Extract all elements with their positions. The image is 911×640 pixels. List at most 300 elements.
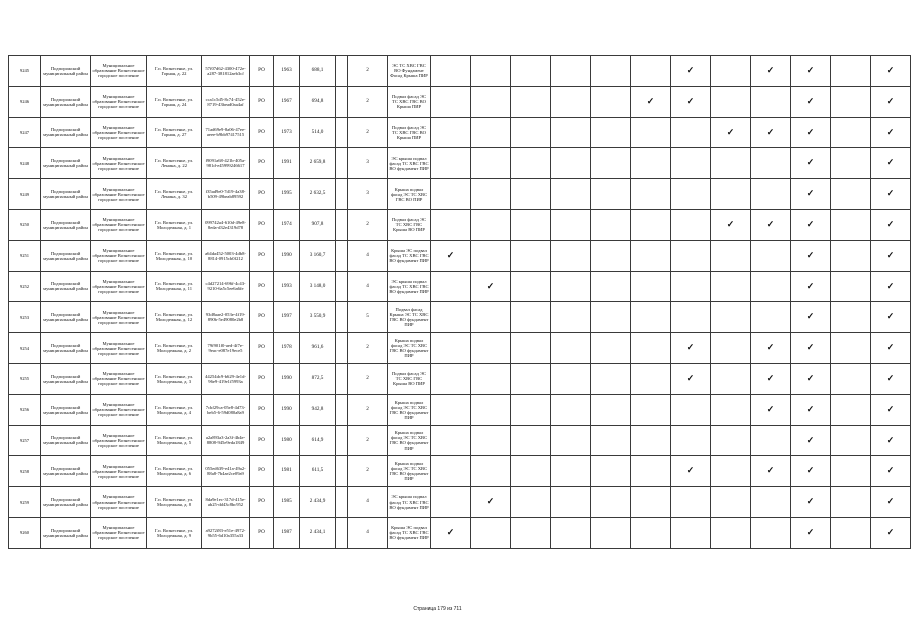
spacer-cell bbox=[336, 209, 348, 240]
empty-check-cell bbox=[751, 240, 791, 271]
build-year-cell: 1993 bbox=[274, 271, 300, 302]
empty-check-cell bbox=[551, 148, 591, 179]
build-year-cell: 1974 bbox=[274, 209, 300, 240]
district-cell: Подпорожский муниципальный район bbox=[41, 179, 91, 210]
floors-cell: 2 bbox=[348, 425, 388, 456]
object-type-cell: РО bbox=[250, 86, 274, 117]
floors-cell: 3 bbox=[348, 179, 388, 210]
row-number: 9246 bbox=[9, 86, 41, 117]
empty-check-cell bbox=[631, 456, 671, 487]
checkmark-icon: ✓ bbox=[791, 271, 831, 302]
spacer-cell bbox=[336, 363, 348, 394]
empty-check-cell bbox=[671, 271, 711, 302]
empty-check-cell bbox=[711, 271, 751, 302]
build-year-cell: 1985 bbox=[274, 487, 300, 518]
floors-cell: 4 bbox=[348, 487, 388, 518]
fias-code-cell: a9272f83-e51e-4972-9b55-6d10a355a33 bbox=[202, 517, 250, 548]
object-type-cell: РО bbox=[250, 56, 274, 87]
object-type-cell: РО bbox=[250, 271, 274, 302]
empty-check-cell bbox=[551, 363, 591, 394]
empty-check-cell bbox=[591, 271, 631, 302]
works-list-cell: Крыша подвал фасад ЭС ТС ХВС ГВС ВО фундамент ПИР bbox=[388, 425, 431, 456]
settlement-cell: Муниципальное образование Вознесенское городское поселение bbox=[91, 394, 147, 425]
district-cell: Подпорожский муниципальный район bbox=[41, 425, 91, 456]
empty-check-cell bbox=[551, 394, 591, 425]
empty-check-cell bbox=[591, 86, 631, 117]
empty-check-cell bbox=[631, 240, 671, 271]
empty-check-cell bbox=[711, 333, 751, 364]
empty-check-cell bbox=[831, 271, 871, 302]
empty-check-cell bbox=[631, 487, 671, 518]
build-year-cell: 1978 bbox=[274, 333, 300, 364]
checkmark-icon: ✓ bbox=[791, 487, 831, 518]
address-cell: Г.п. Вознесенье, ул. Молодежная, д. 2 bbox=[147, 333, 202, 364]
empty-check-cell bbox=[711, 487, 751, 518]
empty-check-cell bbox=[831, 179, 871, 210]
district-cell: Подпорожский муниципальный район bbox=[41, 487, 91, 518]
empty-check-cell bbox=[711, 517, 751, 548]
checkmark-icon: ✓ bbox=[791, 333, 831, 364]
floors-cell: 2 bbox=[348, 86, 388, 117]
works-list-cell: Подвал фасад ЭС ТС ХВС ГВС Крыша ВО ПИР bbox=[388, 363, 431, 394]
address-cell: Г.п. Вознесенье, ул. Молодежная, д. 3 bbox=[147, 363, 202, 394]
empty-check-cell bbox=[711, 179, 751, 210]
table-row bbox=[9, 425, 911, 456]
row-number: 9248 bbox=[9, 148, 41, 179]
district-cell: Подпорожский муниципальный район bbox=[41, 117, 91, 148]
empty-check-cell bbox=[431, 148, 471, 179]
checkmark-icon: ✓ bbox=[471, 487, 511, 518]
empty-check-cell bbox=[551, 240, 591, 271]
empty-check-cell bbox=[671, 394, 711, 425]
empty-check-cell bbox=[591, 425, 631, 456]
object-type-cell: РО bbox=[250, 363, 274, 394]
checkmark-icon: ✓ bbox=[671, 363, 711, 394]
spacer-cell bbox=[336, 333, 348, 364]
empty-check-cell bbox=[831, 148, 871, 179]
checkmark-icon: ✓ bbox=[871, 179, 911, 210]
spacer-cell bbox=[336, 117, 348, 148]
empty-check-cell bbox=[511, 333, 551, 364]
empty-check-cell bbox=[671, 425, 711, 456]
empty-check-cell bbox=[591, 240, 631, 271]
settlement-cell: Муниципальное образование Вознесенское городское поселение bbox=[91, 179, 147, 210]
build-year-cell: 1990 bbox=[274, 394, 300, 425]
empty-check-cell bbox=[671, 302, 711, 333]
table-row bbox=[9, 487, 911, 518]
empty-check-cell bbox=[711, 86, 751, 117]
fias-code-cell: 57f07d62-4300-472e-a287-381812aeb3cf bbox=[202, 56, 250, 87]
settlement-cell: Муниципальное образование Вознесенское городское поселение bbox=[91, 487, 147, 518]
checkmark-icon: ✓ bbox=[791, 179, 831, 210]
empty-check-cell bbox=[471, 425, 511, 456]
empty-check-cell bbox=[431, 425, 471, 456]
address-cell: Г.п. Вознесенье, ул. Молодежная, д. 5 bbox=[147, 425, 202, 456]
fias-code-cell: 79f901f0-aed-4f7e-9eac-e087e19ece5 bbox=[202, 333, 250, 364]
empty-check-cell bbox=[431, 456, 471, 487]
empty-check-cell bbox=[431, 363, 471, 394]
checkmark-icon: ✓ bbox=[791, 517, 831, 548]
empty-check-cell bbox=[511, 394, 551, 425]
floors-cell: 2 bbox=[348, 456, 388, 487]
empty-check-cell bbox=[631, 209, 671, 240]
address-cell: Г.п. Вознесенье, ул. Горная, д. 22 bbox=[147, 56, 202, 87]
empty-check-cell bbox=[671, 117, 711, 148]
empty-check-cell bbox=[431, 333, 471, 364]
object-type-cell: РО bbox=[250, 456, 274, 487]
table-row bbox=[9, 209, 911, 240]
district-cell: Подпорожский муниципальный район bbox=[41, 363, 91, 394]
row-number: 9258 bbox=[9, 456, 41, 487]
empty-check-cell bbox=[431, 271, 471, 302]
table-row bbox=[9, 148, 911, 179]
fias-code-cell: f9091a68-421b-405a-981d-e45999246617 bbox=[202, 148, 250, 179]
table-row bbox=[9, 456, 911, 487]
district-cell: Подпорожский муниципальный район bbox=[41, 240, 91, 271]
empty-check-cell bbox=[551, 56, 591, 87]
checkmark-icon: ✓ bbox=[871, 363, 911, 394]
area-cell: 907,8 bbox=[300, 209, 336, 240]
empty-check-cell bbox=[431, 487, 471, 518]
empty-check-cell bbox=[511, 363, 551, 394]
empty-check-cell bbox=[671, 240, 711, 271]
settlement-cell: Муниципальное образование Вознесенское городское поселение bbox=[91, 148, 147, 179]
floors-cell: 5 bbox=[348, 302, 388, 333]
area-cell: 688,1 bbox=[300, 56, 336, 87]
empty-check-cell bbox=[431, 86, 471, 117]
empty-check-cell bbox=[551, 302, 591, 333]
fias-code-cell: cca1c5d5-8c74-452e-8719-43bead0aa4af bbox=[202, 86, 250, 117]
build-year-cell: 1990 bbox=[274, 240, 300, 271]
empty-check-cell bbox=[631, 394, 671, 425]
empty-check-cell bbox=[591, 302, 631, 333]
checkmark-icon: ✓ bbox=[871, 117, 911, 148]
checkmark-icon: ✓ bbox=[871, 86, 911, 117]
empty-check-cell bbox=[591, 333, 631, 364]
row-number: 9247 bbox=[9, 117, 41, 148]
empty-check-cell bbox=[831, 86, 871, 117]
works-list-cell: Крыша подвал фасад ЭС ТС ХВС ГВС ВО фундамент ПИР bbox=[388, 333, 431, 364]
empty-check-cell bbox=[591, 517, 631, 548]
empty-check-cell bbox=[511, 148, 551, 179]
empty-check-cell bbox=[711, 394, 751, 425]
district-cell: Подпорожский муниципальный район bbox=[41, 302, 91, 333]
empty-check-cell bbox=[751, 86, 791, 117]
empty-check-cell bbox=[631, 56, 671, 87]
address-cell: Г.п. Вознесенье, ул. Молодежная, д. 1 bbox=[147, 209, 202, 240]
empty-check-cell bbox=[711, 240, 751, 271]
row-number: 9250 bbox=[9, 209, 41, 240]
row-number: 9254 bbox=[9, 333, 41, 364]
empty-check-cell bbox=[591, 394, 631, 425]
checkmark-icon: ✓ bbox=[471, 271, 511, 302]
checkmark-icon: ✓ bbox=[871, 209, 911, 240]
empty-check-cell bbox=[551, 517, 591, 548]
empty-check-cell bbox=[591, 56, 631, 87]
works-list-cell: ЭС крыша подвал фасад ТС ХВС ГВС ВО фундамент ПИР bbox=[388, 271, 431, 302]
floors-cell: 2 bbox=[348, 56, 388, 87]
table-row bbox=[9, 363, 911, 394]
checkmark-icon: ✓ bbox=[751, 394, 791, 425]
checkmark-icon: ✓ bbox=[431, 517, 471, 548]
object-type-cell: РО bbox=[250, 333, 274, 364]
empty-check-cell bbox=[631, 333, 671, 364]
empty-check-cell bbox=[511, 517, 551, 548]
checkmark-icon: ✓ bbox=[871, 456, 911, 487]
settlement-cell: Муниципальное образование Вознесенское городское поселение bbox=[91, 456, 147, 487]
checkmark-icon: ✓ bbox=[791, 240, 831, 271]
empty-check-cell bbox=[631, 302, 671, 333]
empty-check-cell bbox=[591, 117, 631, 148]
settlement-cell: Муниципальное образование Вознесенское городское поселение bbox=[91, 333, 147, 364]
empty-check-cell bbox=[831, 425, 871, 456]
empty-check-cell bbox=[511, 179, 551, 210]
object-type-cell: РО bbox=[250, 117, 274, 148]
empty-check-cell bbox=[631, 117, 671, 148]
empty-check-cell bbox=[831, 363, 871, 394]
empty-check-cell bbox=[831, 240, 871, 271]
fias-code-cell: a64da452-5003-4db8-8814-0915cb0f212 bbox=[202, 240, 250, 271]
works-list-cell: Подвал фасад ЭС ТС ХВС ГВС ВО Крыша ПИР bbox=[388, 117, 431, 148]
address-cell: Г.п. Вознесенье, ул. Молодежная, д. 4 bbox=[147, 394, 202, 425]
empty-check-cell bbox=[511, 209, 551, 240]
works-list-cell: ЭС крыша подвал фасад ТС ХВС ГВС ВО фундамент ПИР bbox=[388, 487, 431, 518]
fias-code-cell: c4d27214-696f-4c43-9210-6a5c5ee6a6fe bbox=[202, 271, 250, 302]
floors-cell: 2 bbox=[348, 209, 388, 240]
empty-check-cell bbox=[751, 425, 791, 456]
checkmark-icon: ✓ bbox=[671, 333, 711, 364]
checkmark-icon: ✓ bbox=[431, 240, 471, 271]
object-type-cell: РО bbox=[250, 179, 274, 210]
empty-check-cell bbox=[751, 148, 791, 179]
object-type-cell: РО bbox=[250, 425, 274, 456]
works-list-cell: Крыша ЭС подвал фасад ТС ХВС ГВС ВО фундамент ПИР bbox=[388, 240, 431, 271]
spacer-cell bbox=[336, 56, 348, 87]
empty-check-cell bbox=[431, 394, 471, 425]
address-cell: Г.п. Вознесенье, ул. Молодежная, д. 12 bbox=[147, 302, 202, 333]
district-cell: Подпорожский муниципальный район bbox=[41, 148, 91, 179]
page-footer: Страница 179 из 711 bbox=[413, 606, 462, 612]
build-year-cell: 1991 bbox=[274, 148, 300, 179]
fias-code-cell: 8da9e1ec-317d-415e-ab25-dd43c8bc952 bbox=[202, 487, 250, 518]
table-row bbox=[9, 117, 911, 148]
checkmark-icon: ✓ bbox=[671, 86, 711, 117]
spacer-cell bbox=[336, 302, 348, 333]
fias-code-cell: a2a893a3-2a3f-4b4e-8808-945e9eda1849 bbox=[202, 425, 250, 456]
empty-check-cell bbox=[551, 209, 591, 240]
empty-check-cell bbox=[471, 456, 511, 487]
empty-check-cell bbox=[551, 117, 591, 148]
table-body bbox=[9, 56, 911, 549]
empty-check-cell bbox=[831, 487, 871, 518]
empty-check-cell bbox=[471, 148, 511, 179]
checkmark-icon: ✓ bbox=[871, 394, 911, 425]
works-list-cell: Крыша подвал фасад ЭС ТС ХВС ГВС ВО фундамент ПИР bbox=[388, 456, 431, 487]
build-year-cell: 1990 bbox=[274, 363, 300, 394]
checkmark-icon: ✓ bbox=[631, 86, 671, 117]
works-list-cell: Подвал фасад Крыша ЭС ТС ХВС ГВС ВО фундамент ПИР bbox=[388, 302, 431, 333]
empty-check-cell bbox=[511, 86, 551, 117]
settlement-cell: Муниципальное образование Вознесенское городское поселение bbox=[91, 86, 147, 117]
object-type-cell: РО bbox=[250, 517, 274, 548]
empty-check-cell bbox=[551, 425, 591, 456]
checkmark-icon: ✓ bbox=[751, 363, 791, 394]
floors-cell: 4 bbox=[348, 271, 388, 302]
empty-check-cell bbox=[711, 148, 751, 179]
works-list-cell: Подвал фасад ЭС ТС ХВС ГВС Крыша ВО ПИР bbox=[388, 209, 431, 240]
empty-check-cell bbox=[431, 117, 471, 148]
address-cell: Г.п. Вознесенье, ул. Молодежная, д. 11 bbox=[147, 271, 202, 302]
empty-check-cell bbox=[831, 333, 871, 364]
empty-check-cell bbox=[751, 302, 791, 333]
build-year-cell: 1981 bbox=[274, 456, 300, 487]
spacer-cell bbox=[336, 179, 348, 210]
table-row bbox=[9, 240, 911, 271]
checkmark-icon: ✓ bbox=[871, 240, 911, 271]
empty-check-cell bbox=[751, 517, 791, 548]
empty-check-cell bbox=[471, 117, 511, 148]
floors-cell: 4 bbox=[348, 517, 388, 548]
address-cell: Г.п. Вознесенье, ул. Ленина, д. 32 bbox=[147, 179, 202, 210]
checkmark-icon: ✓ bbox=[791, 148, 831, 179]
empty-check-cell bbox=[551, 271, 591, 302]
table-row bbox=[9, 394, 911, 425]
empty-check-cell bbox=[431, 179, 471, 210]
table-row bbox=[9, 517, 911, 548]
table-row bbox=[9, 86, 911, 117]
area-cell: 614,9 bbox=[300, 425, 336, 456]
checkmark-icon: ✓ bbox=[871, 517, 911, 548]
address-cell: Г.п. Вознесенье, ул. Молодежная, д. 9 bbox=[147, 517, 202, 548]
empty-check-cell bbox=[471, 209, 511, 240]
spacer-cell bbox=[336, 425, 348, 456]
empty-check-cell bbox=[711, 425, 751, 456]
address-cell: Г.п. Вознесенье, ул. Молодежная, д. 8 bbox=[147, 487, 202, 518]
spacer-cell bbox=[336, 86, 348, 117]
settlement-cell: Муниципальное образование Вознесенское городское поселение bbox=[91, 271, 147, 302]
checkmark-icon: ✓ bbox=[671, 456, 711, 487]
area-cell: 961,6 bbox=[300, 333, 336, 364]
empty-check-cell bbox=[511, 117, 551, 148]
checkmark-icon: ✓ bbox=[791, 456, 831, 487]
spacer-cell bbox=[336, 240, 348, 271]
checkmark-icon: ✓ bbox=[751, 56, 791, 87]
checkmark-icon: ✓ bbox=[871, 425, 911, 456]
empty-check-cell bbox=[711, 456, 751, 487]
area-cell: 942,8 bbox=[300, 394, 336, 425]
address-cell: Г.п. Вознесенье, ул. Ленина, д. 22 bbox=[147, 148, 202, 179]
row-number: 9251 bbox=[9, 240, 41, 271]
area-cell: 2 434,1 bbox=[300, 517, 336, 548]
works-list-cell: ЭС ТС ХВС ГВС ВО Фундамент Фасад Крыша ПИР bbox=[388, 56, 431, 87]
area-cell: 3 160,7 bbox=[300, 240, 336, 271]
empty-check-cell bbox=[511, 487, 551, 518]
spacer-cell bbox=[336, 271, 348, 302]
empty-check-cell bbox=[591, 487, 631, 518]
checkmark-icon: ✓ bbox=[711, 209, 751, 240]
empty-check-cell bbox=[431, 56, 471, 87]
row-number: 9256 bbox=[9, 394, 41, 425]
build-year-cell: 1987 bbox=[274, 517, 300, 548]
empty-check-cell bbox=[711, 56, 751, 87]
table-row bbox=[9, 271, 911, 302]
empty-check-cell bbox=[511, 456, 551, 487]
empty-check-cell bbox=[591, 179, 631, 210]
fias-code-cell: f35ad9e0-7d19-4a38-b509-49beab89592 bbox=[202, 179, 250, 210]
empty-check-cell bbox=[831, 56, 871, 87]
empty-check-cell bbox=[711, 302, 751, 333]
checkmark-icon: ✓ bbox=[791, 56, 831, 87]
row-number: 9255 bbox=[9, 363, 41, 394]
district-cell: Подпорожский муниципальный район bbox=[41, 209, 91, 240]
area-cell: 611,5 bbox=[300, 456, 336, 487]
empty-check-cell bbox=[751, 487, 791, 518]
empty-check-cell bbox=[511, 271, 551, 302]
address-cell: Г.п. Вознесенье, ул. Молодежная, д. 10 bbox=[147, 240, 202, 271]
empty-check-cell bbox=[551, 456, 591, 487]
settlement-cell: Муниципальное образование Вознесенское городское поселение bbox=[91, 425, 147, 456]
empty-check-cell bbox=[471, 517, 511, 548]
empty-check-cell bbox=[751, 271, 791, 302]
empty-check-cell bbox=[511, 302, 551, 333]
floors-cell: 3 bbox=[348, 148, 388, 179]
checkmark-icon: ✓ bbox=[671, 56, 711, 87]
works-list-cell: Крыша подвал фасад ЭС ТС ХВС ГВС ВО фундамент ПИР bbox=[388, 394, 431, 425]
area-cell: 2 434,9 bbox=[300, 487, 336, 518]
empty-check-cell bbox=[511, 240, 551, 271]
checkmark-icon: ✓ bbox=[751, 333, 791, 364]
empty-check-cell bbox=[751, 179, 791, 210]
checkmark-icon: ✓ bbox=[871, 487, 911, 518]
checkmark-icon: ✓ bbox=[871, 271, 911, 302]
empty-check-cell bbox=[551, 333, 591, 364]
empty-check-cell bbox=[511, 425, 551, 456]
works-list-cell: Крыша подвал фасад ЭС ТС ХВС ГВС ВО ПИР bbox=[388, 179, 431, 210]
works-list-cell: ЭС крыша подвал фасад ТС ХВС ГВС ВО фундамент ПИР bbox=[388, 148, 431, 179]
empty-check-cell bbox=[591, 148, 631, 179]
checkmark-icon: ✓ bbox=[711, 117, 751, 148]
address-cell: Г.п. Вознесенье, ул. Горная, д. 24 bbox=[147, 86, 202, 117]
empty-check-cell bbox=[471, 333, 511, 364]
housing-register-table bbox=[8, 55, 911, 549]
fias-code-cell: 93d8aae2-053e-4f19-890b-5e49080e2b8 bbox=[202, 302, 250, 333]
settlement-cell: Муниципальное образование Вознесенское городское поселение bbox=[91, 363, 147, 394]
table-row bbox=[9, 56, 911, 87]
empty-check-cell bbox=[551, 179, 591, 210]
empty-check-cell bbox=[631, 517, 671, 548]
empty-check-cell bbox=[711, 363, 751, 394]
works-list-cell: Подвал фасад ЭС ТС ХВС ГВС ВО Крыша ПИР bbox=[388, 86, 431, 117]
checkmark-icon: ✓ bbox=[791, 425, 831, 456]
settlement-cell: Муниципальное образование Вознесенское городское поселение bbox=[91, 56, 147, 87]
fias-code-cell: 7cbf29ca-05e8-4d73-beb5-6-59d080a8a9 bbox=[202, 394, 250, 425]
empty-check-cell bbox=[831, 117, 871, 148]
fias-code-cell: 44254dc9-b629-4e1d-96e9-419e1f5993a bbox=[202, 363, 250, 394]
checkmark-icon: ✓ bbox=[791, 209, 831, 240]
empty-check-cell bbox=[671, 179, 711, 210]
row-number: 9249 bbox=[9, 179, 41, 210]
spacer-cell bbox=[336, 517, 348, 548]
area-cell: 2 632,5 bbox=[300, 179, 336, 210]
empty-check-cell bbox=[671, 148, 711, 179]
district-cell: Подпорожский муниципальный район bbox=[41, 517, 91, 548]
empty-check-cell bbox=[471, 302, 511, 333]
settlement-cell: Муниципальное образование Вознесенское городское поселение bbox=[91, 302, 147, 333]
area-cell: 872,5 bbox=[300, 363, 336, 394]
object-type-cell: РО bbox=[250, 394, 274, 425]
row-number: 9245 bbox=[9, 56, 41, 87]
district-cell: Подпорожский муниципальный район bbox=[41, 86, 91, 117]
